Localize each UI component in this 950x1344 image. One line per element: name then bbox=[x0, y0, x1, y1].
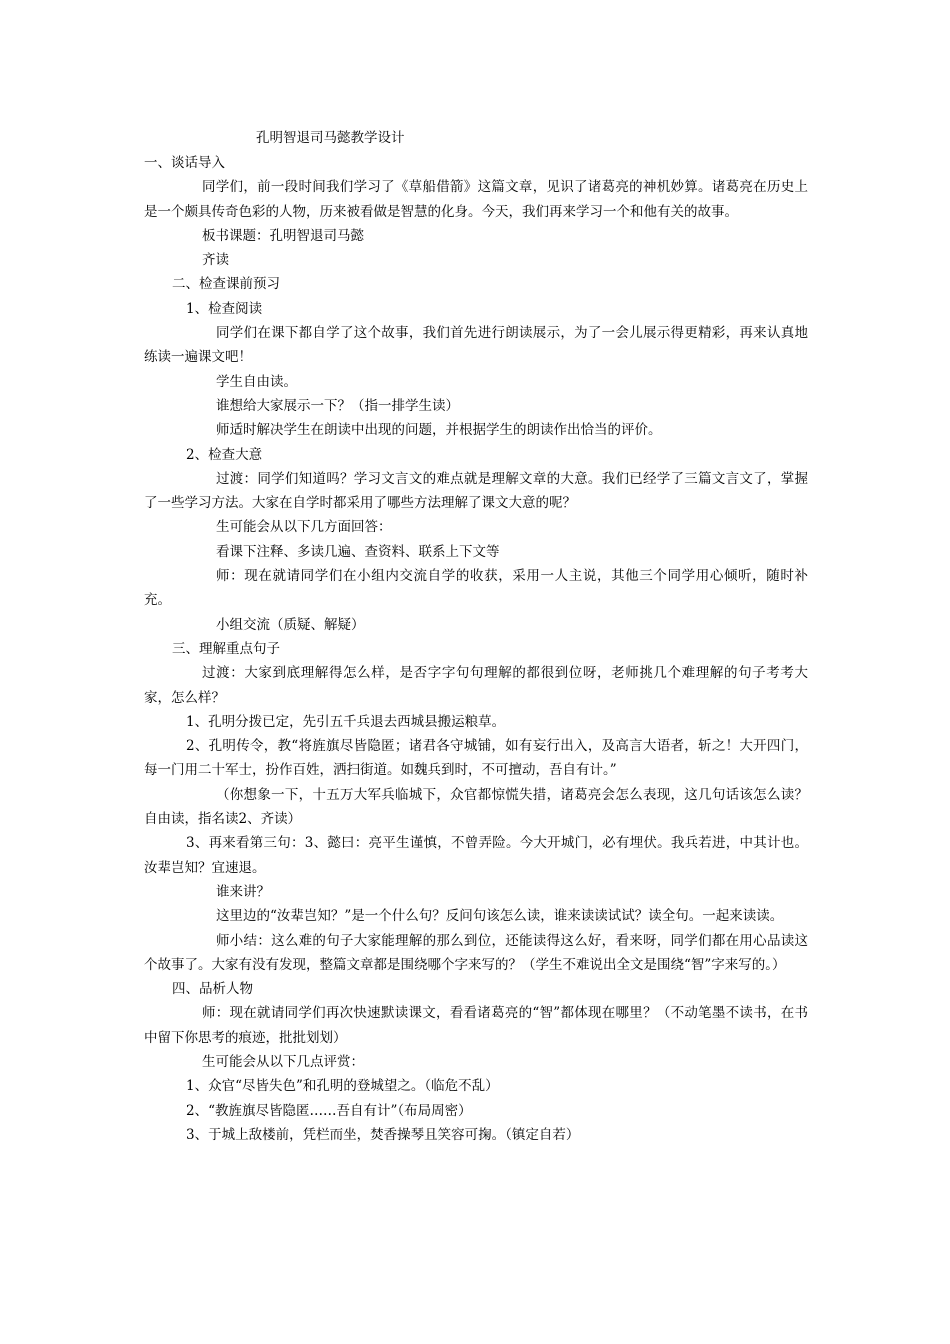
paragraph: 过渡：同学们知道吗？学习文言文的难点就是理解文章的大意。我们已经学了三篇文言文了，掌握了一些学习方法。大家在自学时都采用了哪些方法理解了课文大意的呢？ bbox=[144, 470, 808, 512]
paragraph: 1、检查阅读 bbox=[186, 300, 263, 317]
paragraph: 二、检查课前预习 bbox=[172, 276, 280, 293]
paragraph: 2、检查大意 bbox=[186, 446, 263, 463]
paragraph: 同学们在课下都自学了这个故事，我们首先进行朗读展示，为了一会儿展示得更精彩，再来认真地练读一遍课文吧！ bbox=[144, 325, 808, 366]
paragraph: 四、品析人物 bbox=[172, 981, 253, 998]
paragraph: 学生自由读。 bbox=[216, 373, 297, 390]
paragraph: （你想象一下，十五万大军兵临城下，众官都惊慌失措，诸葛亮会怎么表现，这几句话该怎么读？自由读，指名读2、齐读） bbox=[144, 786, 808, 828]
paragraph: 谁来讲？ bbox=[216, 883, 270, 900]
paragraph: 谁想给大家展示一下？（指一排学生读） bbox=[216, 397, 459, 414]
document-title: 孔明智退司马懿教学设计 bbox=[256, 130, 405, 146]
paragraph: 小组交流（质疑、解疑） bbox=[216, 616, 365, 633]
paragraph: 师：现在就请同学们再次快速默读课文，看看诸葛亮的“智”都体现在哪里？（不动笔墨不读书，在书中留下你思考的痕迹，批批划划） bbox=[144, 1005, 808, 1046]
paragraph: 看课下注释、多读几遍、查资料、联系上下文等 bbox=[216, 543, 500, 560]
paragraph: 过渡：大家到底理解得怎么样，是否字字句句理解的都很到位呀，老师挑几个难理解的句子考考大家，怎么样？ bbox=[144, 665, 808, 706]
paragraph: 3、再来看第三句：3、懿曰：亮平生谨慎，不曾弄险。今大开城门，必有埋伏。我兵若进，中其计也。汝辈岂知？宜速退。 bbox=[144, 835, 808, 876]
paragraph: 同学们，前一段时间我们学习了《草船借箭》这篇文章，见识了诸葛亮的神机妙算。诸葛亮在历史上是一个颇具传奇色彩的人物，历来被看做是智慧的化身。今天，我们再来学习一个和他有关的故事。 bbox=[144, 179, 808, 220]
paragraph: 师适时解决学生在朗读中出现的问题，并根据学生的朗读作出恰当的评价。 bbox=[216, 422, 662, 439]
paragraph: 生可能会从以下几点评赏： bbox=[202, 1053, 364, 1070]
paragraph: 生可能会从以下几方面回答： bbox=[216, 519, 392, 536]
paragraph: 2、孔明传令，教“将旌旗尽皆隐匿；诸君各守城铺，如有妄行出入，及高言大语者，斩之！大开四门，每一门用二十军士，扮作百姓，洒扫街道。如魏兵到时，不可擅动，吾自有计。” bbox=[144, 738, 808, 779]
paragraph: 2、“教旌旗尽皆隐匿……吾自有计”（布局周密） bbox=[186, 1102, 472, 1119]
paragraph: 3、于城上敌楼前，凭栏而坐，焚香操琴且笑容可掬。（镇定自若） bbox=[186, 1126, 580, 1143]
paragraph: 这里边的“汝辈岂知？”是一个什么句？反问句该怎么读，谁来读读试试？读全句。一起来读读。 bbox=[216, 908, 784, 925]
paragraph: 三、理解重点句子 bbox=[172, 640, 280, 657]
paragraph: 1、孔明分拨已定，先引五千兵退去西城县搬运粮草。 bbox=[186, 713, 506, 730]
paragraph: 师小结：这么难的句子大家能理解的那么到位，还能读得这么好，看来呀，同学们都在用心品读这个故事了。大家有没有发现，整篇文章都是围绕哪个字来写的？（学生不难说出全文是围绕“智”字来写的。） bbox=[144, 932, 808, 973]
document-body bbox=[144, 151, 808, 1147]
paragraph: 一、谈话导入 bbox=[144, 155, 225, 171]
paragraph: 板书课题：孔明智退司马懿 bbox=[202, 227, 364, 244]
paragraph: 齐读 bbox=[202, 252, 229, 269]
paragraph: 师：现在就请同学们在小组内交流自学的收获，采用一人主说，其他三个同学用心倾听，随时补充。 bbox=[144, 568, 808, 609]
paragraph: 1、众官“尽皆失色”和孔明的登城望之。（临危不乱） bbox=[186, 1078, 499, 1095]
